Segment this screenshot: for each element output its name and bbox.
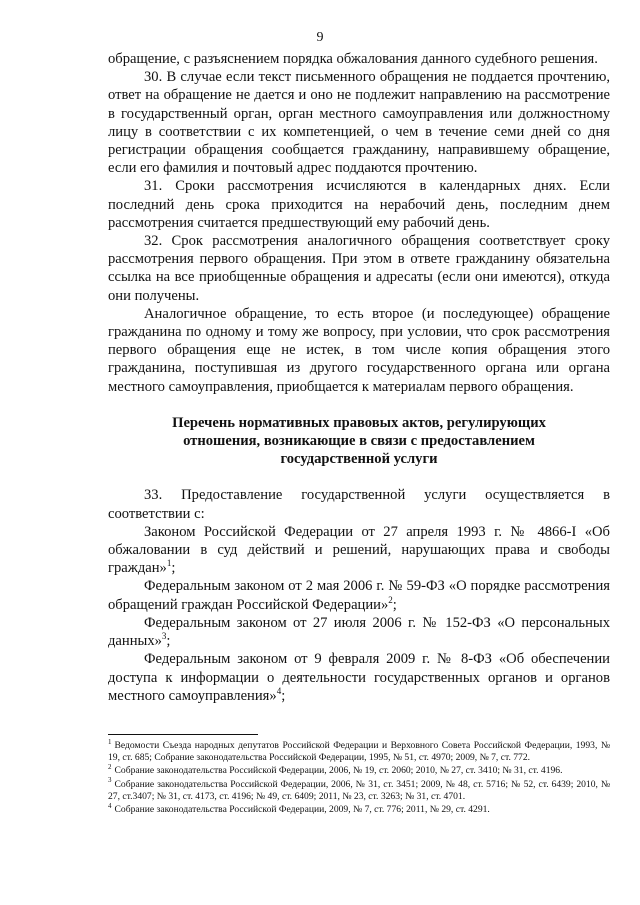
footnote-mark: 2	[108, 763, 112, 772]
section-heading: Перечень нормативных правовых актов, регулирующих отношения, возникающие в связи с предоставлением государственной услуги	[172, 414, 546, 468]
footnote-ref: 2	[388, 594, 393, 605]
paragraph-32-analogous: Аналогичное обращение, то есть второе (и последующее) обращение гражданина по одному и тому же вопросу, при условии, что срок рассмотрения первого обращения еще не истек, в том числе копия обращения этого гражданина, поступившая из другого государственного органа или органа местного самоуправления, приобщается к материалам первого обращения.	[108, 305, 610, 395]
footnote-text: Собрание законодательства Российской Федерации, 2006, № 31, ст. 3451; 2009, № 48, ст. 5716; № 52, ст. 6439; 2010, № 27, ст.3407; № 31, ст. 4173, ст. 4196; № 49, ст. 6409; 2011, № 23, ст. 3263; № 31, ст. 4701.	[108, 778, 610, 802]
footnote-ref: 1	[166, 558, 172, 569]
law-end: ;	[171, 560, 176, 577]
footnote-mark: 1	[108, 737, 112, 746]
footnote	[108, 801, 610, 816]
footnotes	[108, 737, 610, 817]
law-text: Федеральным законом от 2 мая 2006 г. № 59-ФЗ «О порядке рассмотрения обращений граждан Российской Федерации»	[108, 578, 610, 613]
law-end: ;	[166, 633, 171, 650]
law-item	[108, 650, 610, 705]
law-end: ;	[392, 596, 397, 613]
footnote-mark: 4	[108, 801, 112, 810]
footnote	[108, 737, 610, 764]
law-text: Федеральным законом от 27 июля 2006 г. № 152-ФЗ «О персональных данных»	[108, 614, 610, 650]
document-body	[108, 50, 610, 705]
footnote	[108, 765, 610, 777]
footnote-text: Ведомости Съезда народных депутатов Российской Федерации и Верховного Совета Российской Федерации, 1993, № 19, ст. 685; Собрание законодательства Российской Федерации, 1995, № 51, ст. 4970; 2009, № 7, ст. 772.	[108, 740, 610, 764]
footnote-text: Собрание законодательства Российской Федерации, 2006, № 19, ст. 2060; 2010, № 27, ст. 3410; № 31, ст. 4196.	[114, 765, 563, 777]
paragraph-31: 31. Сроки рассмотрения исчисляются в календарных днях. Если последний день срока приходится на нерабочий день, последним днем рассмотрения считается предшествующий ему рабочий день.	[108, 178, 610, 231]
footnote-text: Собрание законодательства Российской Федерации, 2009, № 7, ст. 776; 2011, № 29, ст. 4291.	[114, 804, 490, 816]
law-end: ;	[281, 687, 286, 704]
law-item	[108, 614, 610, 650]
law-text: Федеральным законом от 9 февраля 2009 г. № 8-ФЗ «Об обеспечении доступа к информации о деятельности государственных органов и органов местного самоуправления»	[108, 651, 610, 704]
paragraph-continuation: обращение, с разъяснением порядка обжалования данного судебного решения.	[108, 51, 598, 67]
footnote	[108, 776, 610, 803]
footnote-divider	[108, 734, 258, 735]
law-text: Законом Российской Федерации от 27 апреля 1993 г. № 4866-I «Об обжаловании в суд действий и решений, нарушающих права и свободы граждан»	[108, 523, 610, 577]
law-item	[108, 577, 610, 613]
footnote-ref: 4	[276, 685, 282, 696]
paragraph-33: 33. Предоставление государственной услуги осуществляется в соответствии с:	[108, 487, 610, 522]
footnote-ref: 3	[161, 631, 167, 642]
paragraph-32: 32. Срок рассмотрения аналогичного обращения соответствует сроку рассмотрения первого обращения. При этом в ответе гражданину обязательна ссылка на все приобщенные обращения и адресаты (если они имеются), откуда они получены.	[108, 233, 610, 304]
law-item	[108, 523, 610, 578]
page-number: 9	[316, 30, 324, 45]
footnote-mark: 3	[108, 776, 112, 785]
paragraph-30: 30. В случае если текст письменного обращения не поддается прочтению, ответ на обращение не дается и оно не подлежит направлению на рассмотрение в государственный орган, орган местного самоуправления или должностному лицу в соответствии с их компетенцией, о чем в течение семи дней со дня регистрации обращения сообщается гражданину, направившему обращение, если его фамилия и почтовый адрес поддаются прочтению.	[108, 69, 610, 177]
